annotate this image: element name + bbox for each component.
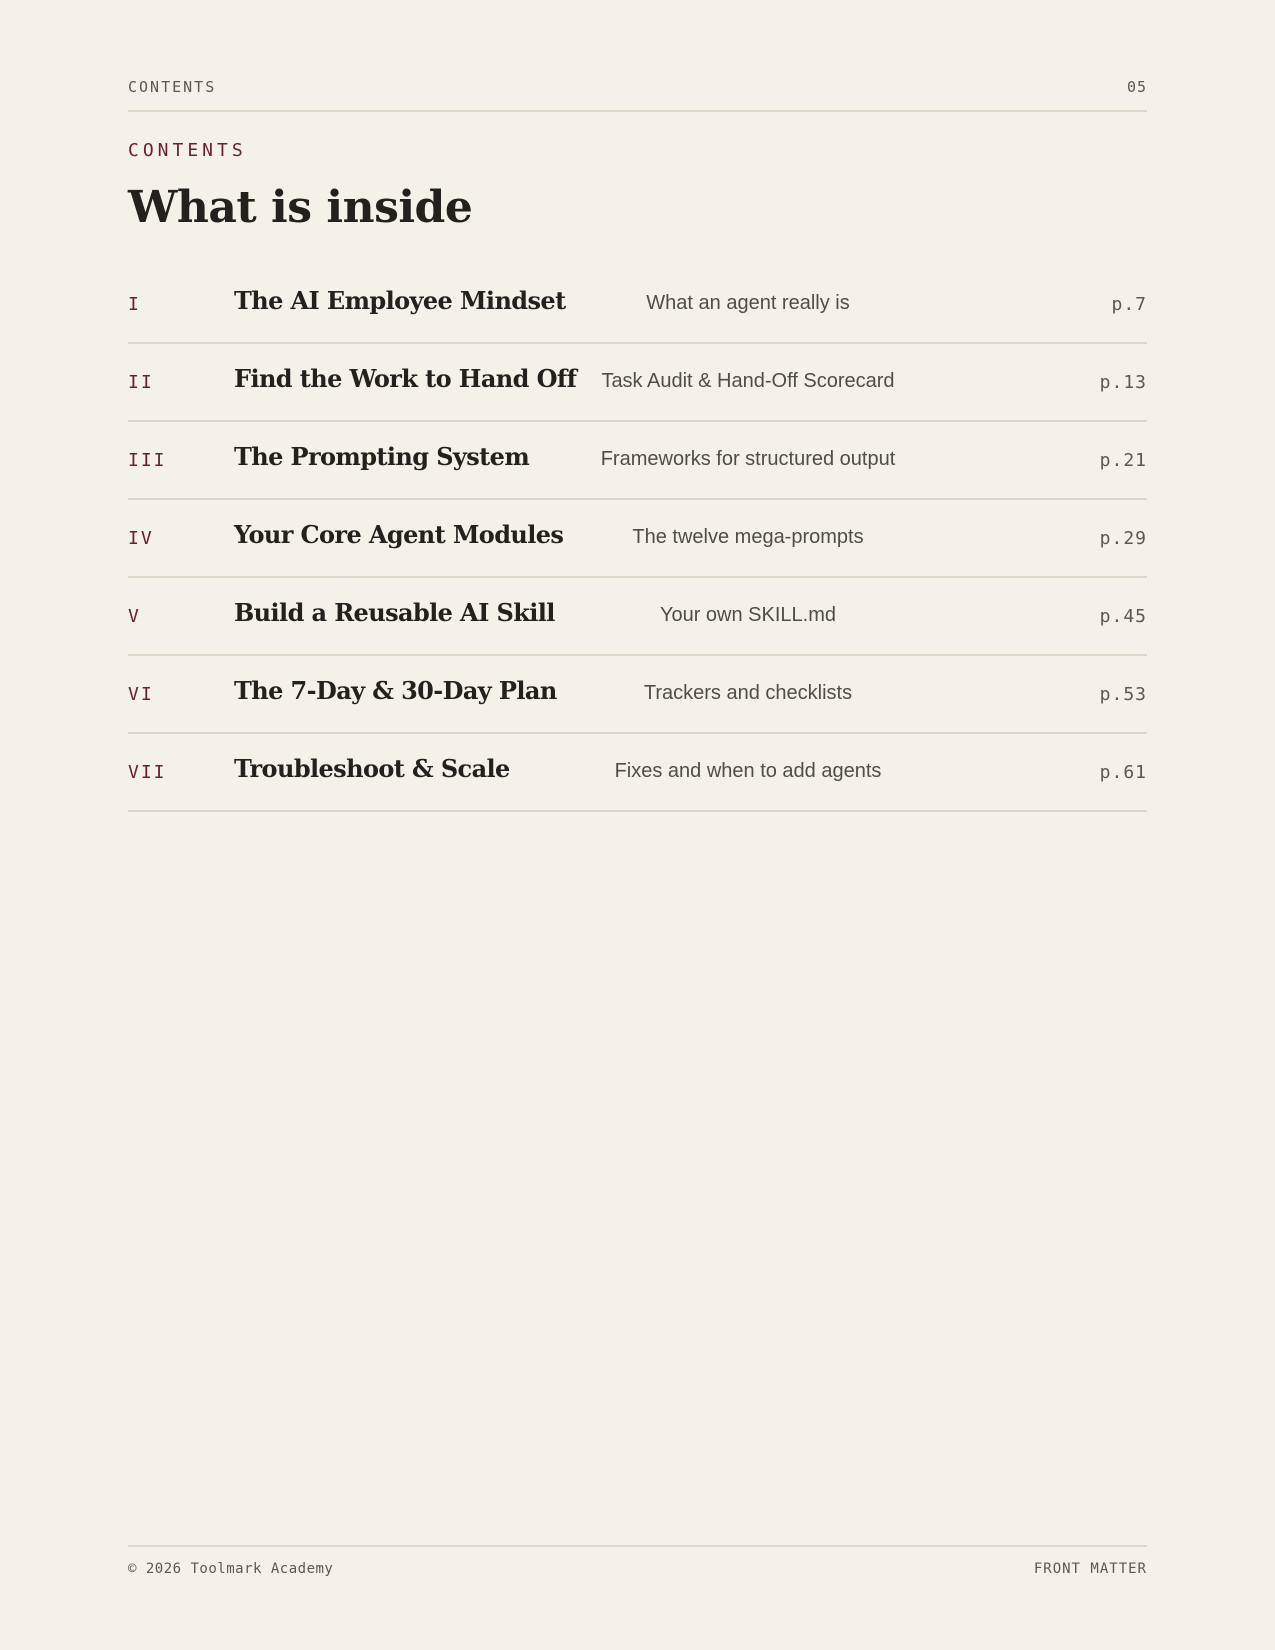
header-section-label: CONTENTS <box>128 78 217 96</box>
chapter-description: What an agent really is <box>646 292 850 314</box>
chapter-page: p.13 <box>1099 372 1147 393</box>
chapter-description: The twelve mega-prompts <box>632 526 864 548</box>
chapter-page: p.21 <box>1099 450 1147 471</box>
chapter-page: p.61 <box>1099 762 1147 783</box>
chapter-title: The Prompting System <box>234 442 530 471</box>
chapter-description: Your own SKILL.md <box>659 604 837 626</box>
chapter-numeral: IV <box>128 528 154 549</box>
chapter-page: p.53 <box>1099 684 1147 705</box>
chapter-title: The 7-Day & 30-Day Plan <box>234 676 557 705</box>
toc-row <box>128 578 1147 656</box>
footer-section-label: FRONT MATTER <box>1033 1561 1147 1577</box>
header-page-number: 05 <box>1126 78 1147 96</box>
chapter-numeral: III <box>128 450 167 471</box>
running-header <box>128 78 1147 112</box>
chapter-numeral: I <box>128 294 141 315</box>
chapter-title: Find the Work to Hand Off <box>234 364 577 393</box>
toc-row <box>128 500 1147 578</box>
chapter-page: p.45 <box>1099 606 1147 627</box>
contents-page <box>128 0 1147 1650</box>
chapter-description: Task Audit & Hand-Off Scorecard <box>601 370 895 392</box>
page-title: What is inside <box>128 182 473 233</box>
chapter-title: Build a Reusable AI Skill <box>234 598 555 627</box>
toc-row <box>128 734 1147 812</box>
footer-copyright: © 2026 Toolmark Academy <box>128 1561 334 1577</box>
chapter-title: Troubleshoot & Scale <box>234 754 510 783</box>
chapter-page: p.29 <box>1099 528 1147 549</box>
chapter-description: Fixes and when to add agents <box>614 760 882 782</box>
toc-row <box>128 266 1147 344</box>
chapter-page: p.7 <box>1111 294 1147 315</box>
chapter-description: Trackers and checklists <box>643 682 853 704</box>
toc-row <box>128 344 1147 422</box>
running-footer <box>128 1545 1147 1577</box>
table-of-contents <box>128 266 1147 812</box>
chapter-description: Frameworks for structured output <box>600 448 896 470</box>
chapter-title: The AI Employee Mindset <box>234 286 566 315</box>
toc-row <box>128 422 1147 500</box>
chapter-numeral: II <box>128 372 154 393</box>
chapter-numeral: V <box>128 606 141 627</box>
chapter-numeral: VII <box>128 762 167 783</box>
toc-row <box>128 656 1147 734</box>
chapter-title: Your Core Agent Modules <box>234 520 564 549</box>
section-eyebrow: CONTENTS <box>128 140 247 161</box>
chapter-numeral: VI <box>128 684 154 705</box>
